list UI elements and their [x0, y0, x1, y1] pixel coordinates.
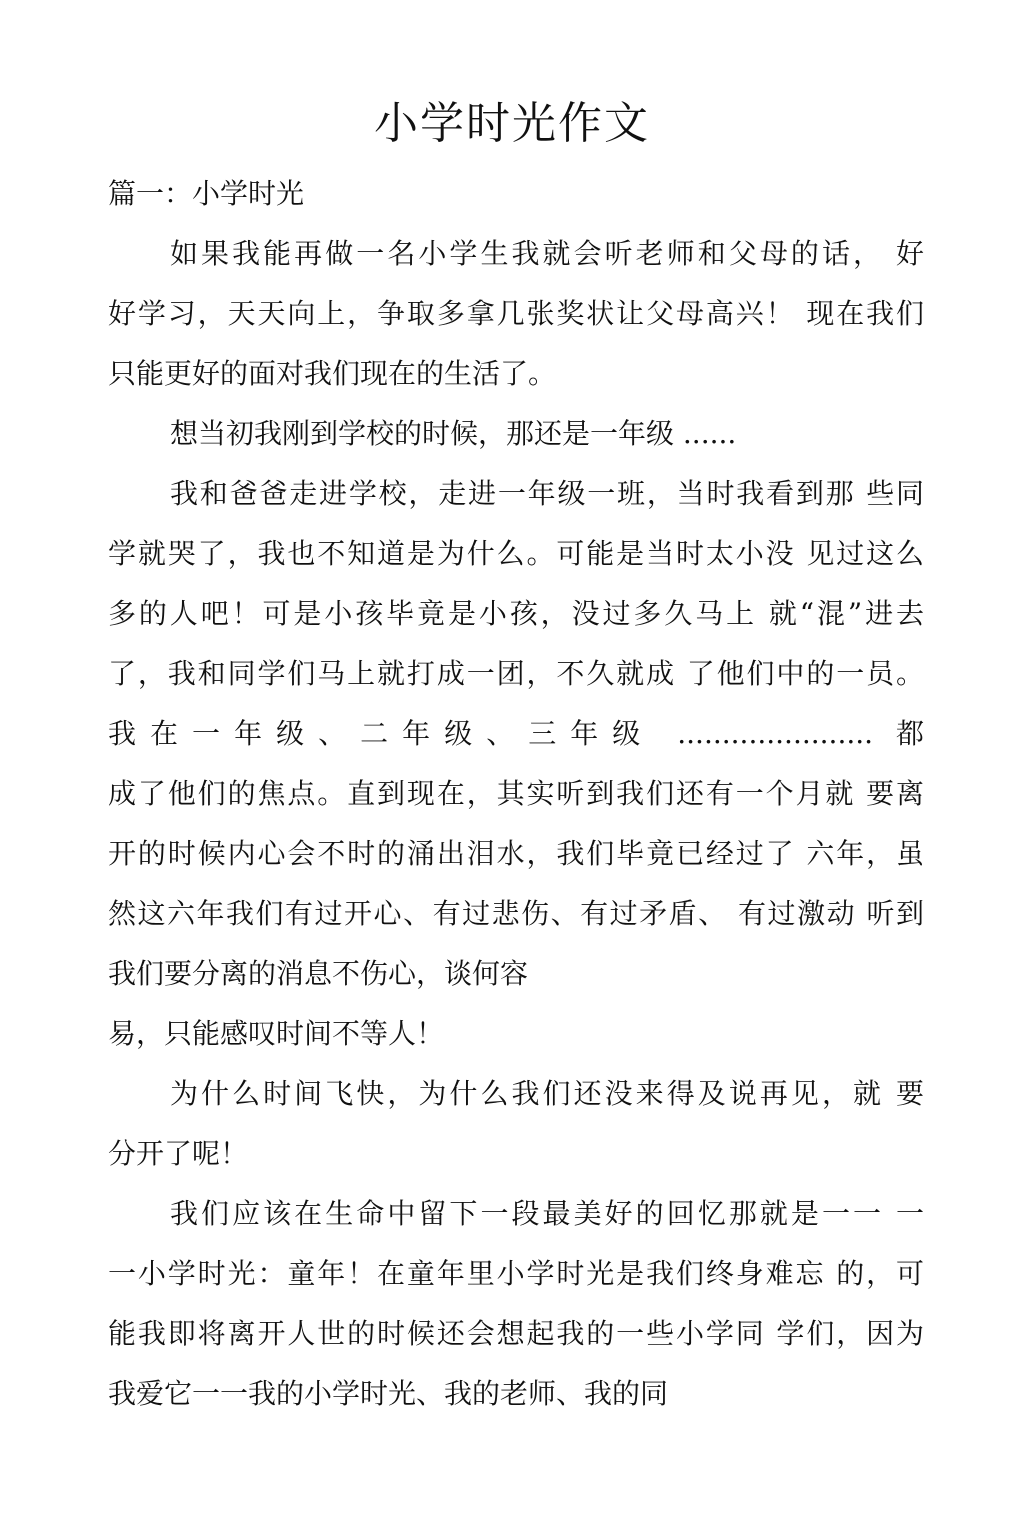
- text-line: 能我即将离开人世的时候还会想起我的一些小学同 学们，因为: [108, 1317, 924, 1350]
- text-line: 学就哭了，我也不知道是为什么。可能是当时太小没 见过这么: [108, 537, 924, 570]
- text-line: 开的时候内心会不时的涌出泪水，我们毕竟已经过了 六年，虽: [108, 837, 924, 870]
- text-line: 然这六年我们有过开心、有过悲伤、有过矛盾、 有过激动 听到: [108, 897, 924, 930]
- text-line: 我和爸爸走进学校，走进一年级一班，当时我看到那 些同: [170, 477, 924, 510]
- text-line: 了，我和同学们马上就打成一团，不久就成 了他们中的一员。: [108, 657, 924, 690]
- text-line: 易，只能感叹时间不等人！: [108, 1017, 445, 1050]
- text-line: 为什么时间飞快，为什么我们还没来得及说再见，就 要: [170, 1077, 924, 1110]
- text-line: 多的人吧！可是小孩毕竟是小孩，没过多久马上 就“混”进去: [108, 597, 924, 630]
- text-line: 我在一年级、二年级、三年级 ...................... 都: [108, 717, 924, 750]
- text-line: 一小学时光：童年！在童年里小学时光是我们终身难忘 的，可: [108, 1257, 924, 1290]
- text-line: 好学习，天天向上，争取多拿几张奖状让父母高兴！ 现在我们: [108, 297, 924, 330]
- text-line: 想当初我刚到学校的时候，那还是一年级 ......: [170, 417, 737, 450]
- text-line: 我爱它一一我的小学时光、我的老师、我的同: [108, 1377, 669, 1410]
- document-title: 小学时光作文: [374, 98, 650, 149]
- text-line: 我们要分离的消息不伤心，谈何容: [108, 957, 529, 990]
- text-line: 只能更好的面对我们现在的生活了。: [108, 357, 557, 390]
- text-line: 成了他们的焦点。直到现在，其实听到我们还有一个月就 要离: [108, 777, 924, 810]
- text-line: 我们应该在生命中留下一段最美好的回忆那就是一一 一: [170, 1197, 924, 1230]
- text-line: 分开了呢！: [108, 1137, 249, 1170]
- text-line: 如果我能再做一名小学生我就会听老师和父母的话， 好: [170, 237, 924, 270]
- section-heading: 篇一：小学时光: [108, 177, 305, 210]
